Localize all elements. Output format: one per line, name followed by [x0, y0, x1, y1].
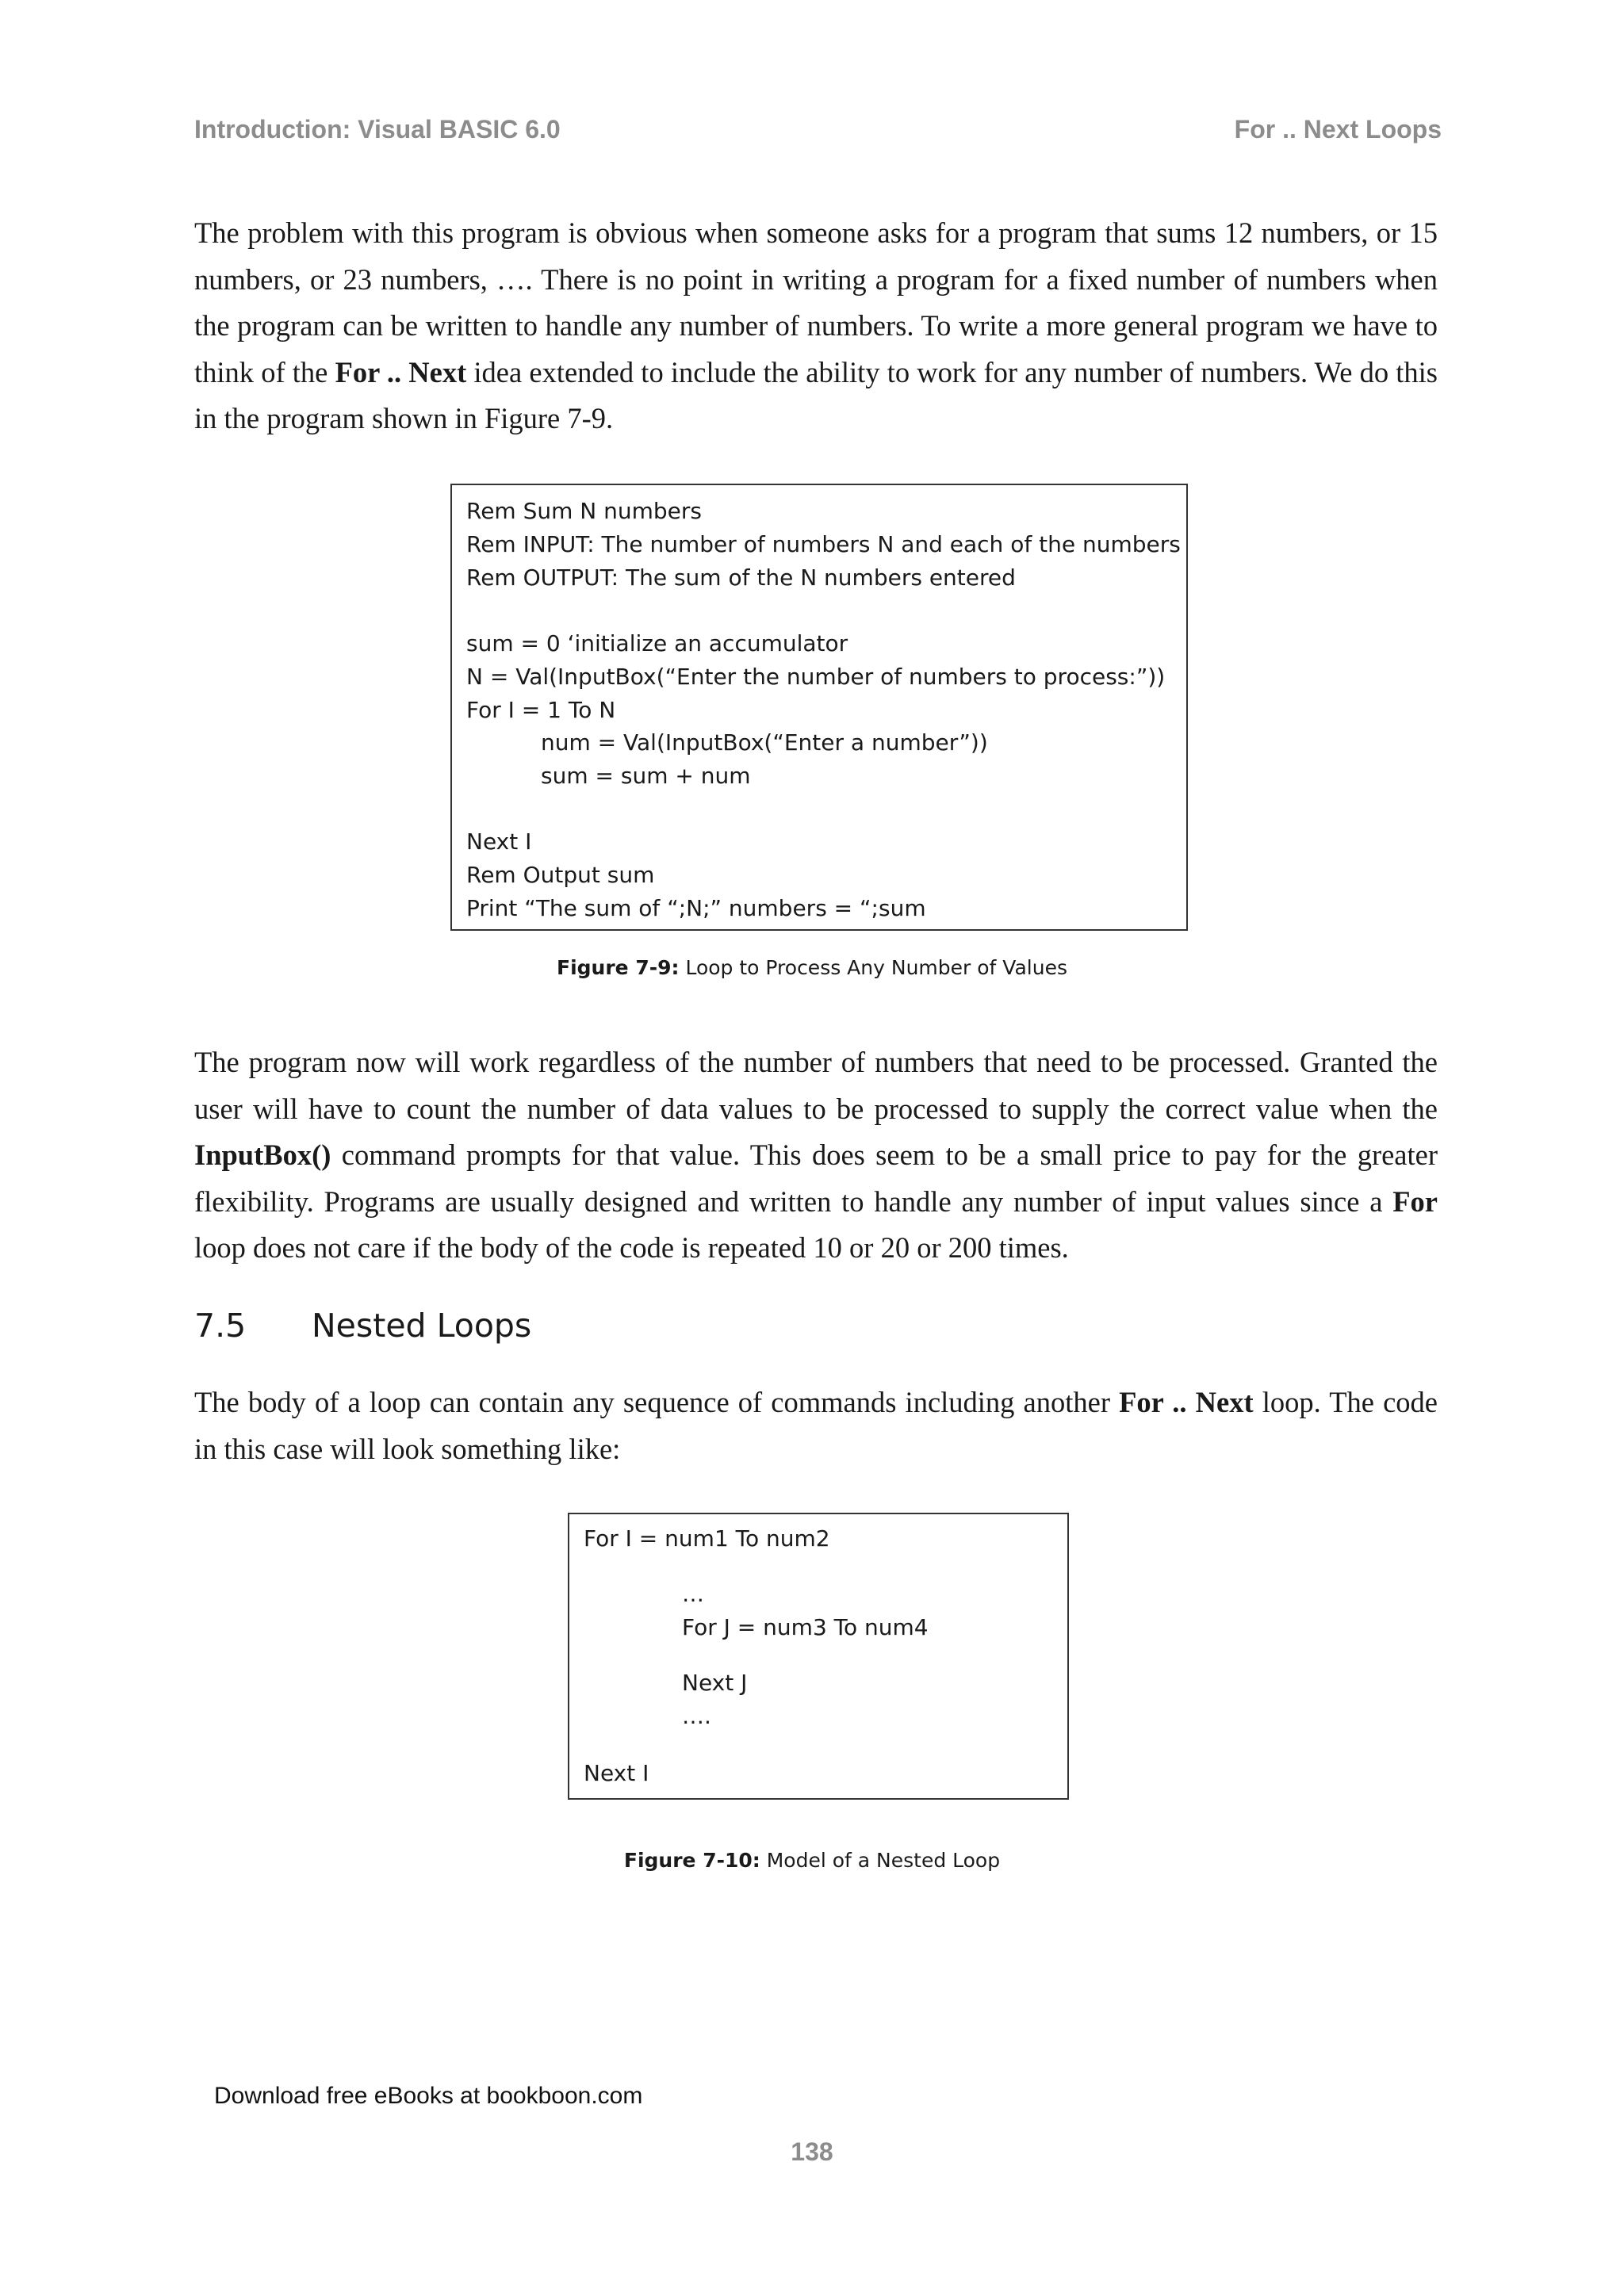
code-line: Next J	[682, 1670, 748, 1696]
running-header-chapter-title: For .. Next Loops	[1234, 115, 1442, 144]
paragraph-2-bold-inputbox: InputBox()	[194, 1138, 331, 1171]
paragraph-2	[194, 1039, 1438, 1272]
paragraph-2-bold-for: For	[1392, 1184, 1438, 1218]
figure-7-10-caption	[0, 1849, 1624, 1872]
running-header-book-title: Introduction: Visual BASIC 6.0	[194, 115, 561, 144]
download-link[interactable]: Download free eBooks at bookboon.com	[214, 2083, 643, 2109]
paragraph-1	[194, 210, 1438, 442]
code-line: For I = 1 To N	[466, 697, 616, 723]
paragraph-2-text-c: command prompts for that value. This does seem to be a small price to pay for the greater flexibility. Programs are usually designed and written to handle any number of input values since a	[194, 1138, 1438, 1218]
paragraph-2-text-e: loop does not care if the body of the code is repeated 10 or 20 or 200 times.	[194, 1231, 1069, 1264]
code-line: num = Val(InputBox(“Enter a number”))	[541, 729, 988, 756]
code-line: For I = num1 To num2	[584, 1525, 830, 1552]
code-line: Next I	[584, 1760, 649, 1786]
page-number: 138	[791, 2137, 833, 2166]
paragraph-3-bold: For .. Next	[1119, 1386, 1254, 1418]
figure-7-10-caption-text: Model of a Nested Loop	[760, 1849, 1001, 1872]
section-number: 7.5	[194, 1307, 247, 1345]
paragraph-1-tail: idea extended to include the ability to work for any number of numbers. We do this in the program shown in Figure 7-9.	[194, 355, 1438, 434]
code-line: Print “The sum of “;N;” numbers = “;sum	[466, 895, 926, 921]
code-line: …	[682, 1581, 704, 1607]
paragraph-1-text: The problem with this program is obvious when someone asks for a program that sums 12 numbers, or 15 numbers, or 23 numbers, …. There is no point in writing a program for a fixed number of numbers when the program can be written to handle any number of numbers. To write a more general program we have to think of the	[194, 216, 1438, 388]
paragraph-3	[194, 1380, 1438, 1472]
figure-7-10-caption-label: Figure 7-10:	[623, 1849, 760, 1872]
paragraph-1-bold: For .. Next	[335, 355, 467, 388]
figure-7-10-code-box	[568, 1513, 1069, 1800]
code-line: Rem Sum N numbers	[466, 498, 703, 524]
section-heading	[194, 1307, 531, 1345]
figure-7-9-code-box	[450, 484, 1188, 931]
figure-7-9-caption	[0, 956, 1624, 979]
code-line: sum = sum + num	[541, 763, 751, 789]
figure-7-9-caption-text: Loop to Process Any Number of Values	[679, 956, 1067, 979]
code-line: N = Val(InputBox(“Enter the number of numbers to process:”))	[466, 664, 1166, 690]
paragraph-3-text-c: loop. The code in this case will look something like:	[194, 1386, 1438, 1465]
code-line: Rem OUTPUT: The sum of the N numbers entered	[466, 564, 1016, 591]
section-title: Nested Loops	[312, 1307, 532, 1345]
paragraph-2-text-a: The program now will work regardless of the number of numbers that need to be processed. Granted the user will have to count the number of data values to be processed to supply the correct value when the	[194, 1046, 1438, 1125]
code-line: Next I	[466, 828, 532, 855]
figure-7-9-caption-label: Figure 7-9:	[557, 956, 680, 979]
code-line: sum = 0 ‘initialize an accumulator	[466, 630, 848, 656]
code-line: Rem Output sum	[466, 862, 655, 888]
paragraph-3-text-a: The body of a loop can contain any sequence of commands including another	[194, 1386, 1120, 1418]
code-line: Rem INPUT: The number of numbers N and each of the numbers	[466, 531, 1181, 557]
code-line: For J = num3 To num4	[682, 1614, 929, 1640]
code-line: ….	[682, 1703, 711, 1729]
